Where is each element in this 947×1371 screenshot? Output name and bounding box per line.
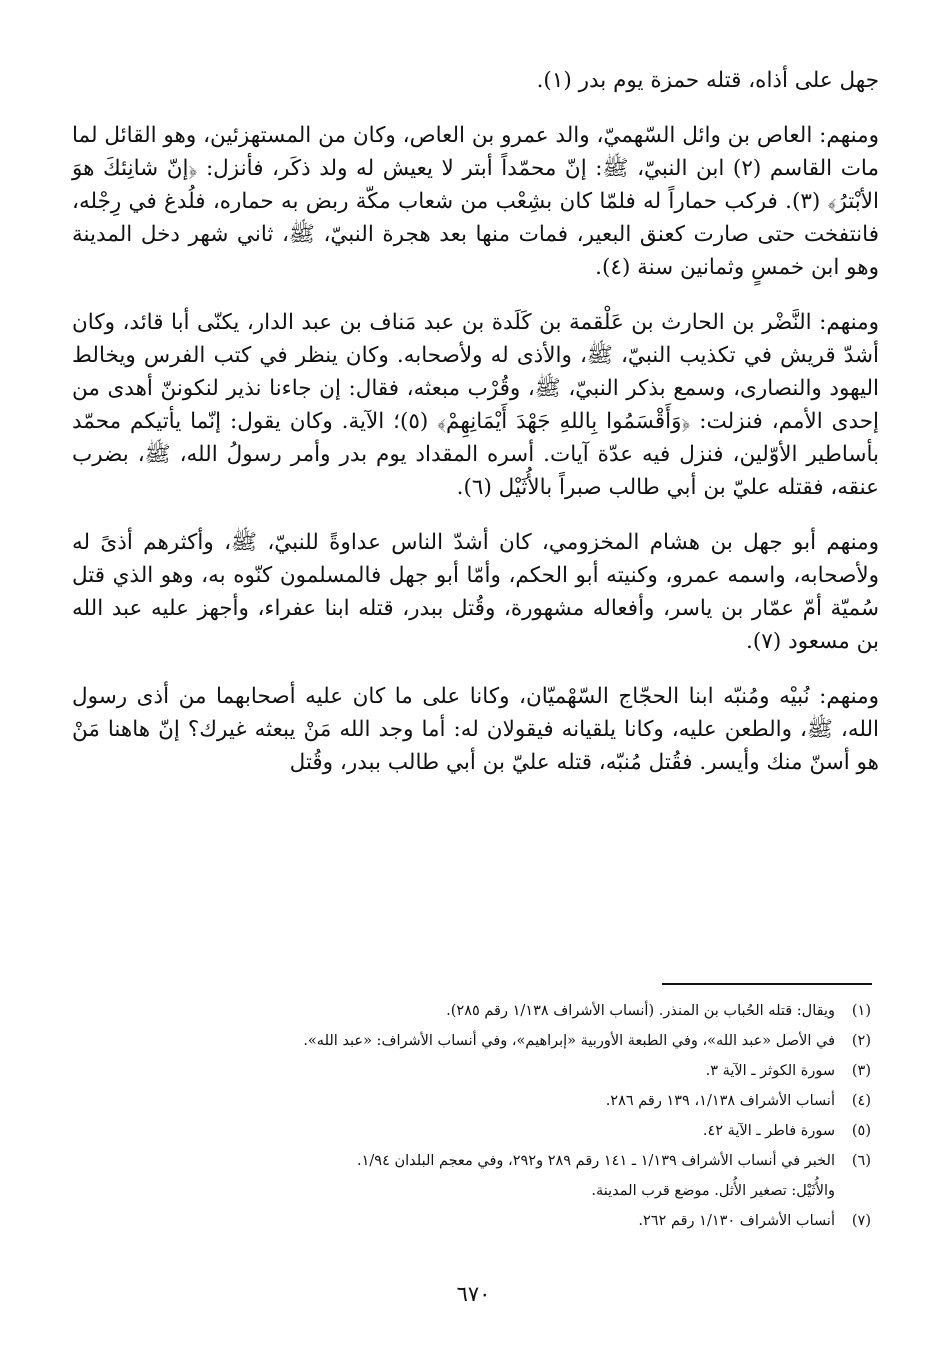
footnote-text: سورة فاطر ـ الآية ٤٢. [702, 1123, 835, 1139]
footnote-item [90, 1146, 871, 1176]
footnote-text: أنساب الأشراف ١/١٣٠ رقم ٢٦٢. [638, 1213, 835, 1229]
paragraph-abu-jahl: ومنهم أبو جهل بن هشام المخزومي، كان أشدّ الناس عداوةً للنبيّ، ﷺ، وأكثرهم أذىً له ولأصحابه، واسمه عمرو، وكنيته أبو الحكم، وأمّا أبو جهل فالمسلمون كنّوه به، وهو الذي قتل سُميّة أمّ عمّار بن ياسر، وأفعاله مشهورة، وقُتل ببدر، قتله ابنا عفراء، وأجهز عليه عبد الله بن مسعود (٧). [72, 530, 879, 654]
page-number: ٦٧٠ [456, 1282, 491, 1306]
footnote-item [90, 1056, 871, 1086]
footnote-number: (٧) [851, 1213, 871, 1229]
paragraph-al-nadr-ibn-al-harith: ومنهم: النَّضْر بن الحارث بن عَلْقمة بن كَلَدة بن عبد مَناف بن عبد الدار، يكنّى أبا قائد، وكان أشدّ قريش في تكذيب النبيّ، ﷺ، والأذى له ولأصحابه. وكان ينظر في كتب الفرس ويخالط اليهود والنصارى، وسمع بذكر النبيّ، ﷺ، وقُرْب مبعثه، فقال: إن جاءنا نذير لنكوننّ أهدى من إحدى الأمم، فنزلت: ﴿وَأَقْسَمُوا بِاللهِ جَهْدَ أَيْمَانِهِمْ﴾ (٥)؛ الآية. وكان يقول: إنّما يأتيكم محمّد بأساطير الأوّلين، فنزل فيه عدّة آيات. أسره المقداد يوم بدر وأمر رسولُ الله، ﷺ، بضرب عنقه، فقتله عليّ بن أبي طالب صبراً بالأُثَيْل (٦). [72, 310, 879, 500]
footnote-number: (٢) [851, 1033, 871, 1049]
footnote-text: أنساب الأشراف ١/١٣٨، ١٣٩ رقم ٢٨٦. [605, 1093, 835, 1109]
footnote-number: (٦) [851, 1153, 871, 1169]
footnote-number: (١) [851, 1003, 871, 1019]
footnote-continuation: والأُثَيْل: تصغير الأُثل. موضع قرب المدينة. [591, 1183, 835, 1199]
footnote-text: في الأصل «عبد الله»، وفي الطبعة الأوربية «إبراهيم»، وفي أنساب الأشراف: «عبد الله». [303, 1033, 835, 1049]
footnote-item [90, 1026, 871, 1056]
footnotes [90, 996, 871, 1236]
paragraph-continuation: جهل على أذاه، قتله حمزة يوم بدر (١). [536, 68, 879, 93]
footnote-item [90, 996, 871, 1026]
paragraph-nubayh-munabbih: ومنهم: نُبيْه ومُنبّه ابنا الحجّاج السّهْميّان، وكانا على ما كان عليه أصحابهما من أذى رسول الله، ﷺ، والطعن عليه، وكانا يلقيانه فيقولان له: أما وجد الله مَنْ يبعثه غيرك؟ إنّ هاهنا مَنْ هو أسنّ منك وأيسر. فقُتل مُنبّه، قتله عليّ بن أبي طالب ببدر، وقُتل [72, 684, 879, 775]
footnote-item [90, 1086, 871, 1116]
footnote-number: (٣) [851, 1063, 871, 1079]
main-text [72, 64, 879, 801]
footnote-number: (٤) [851, 1093, 871, 1109]
paragraph-al-as-ibn-wail: ومنهم: العاص بن وائل السّهميّ، والد عمرو بن العاص، وكان من المستهزئين، وهو القائل لما مات القاسم (٢) ابن النبيّ، ﷺ: إنّ محمّداً أبتر لا يعيش له ولد ذكَر، فأنزل: ﴿إنّ شانِئكَ هوَ الأبْترُ﴾ (٣). فركب حماراً له فلمّا كان بشِعْب من شعاب مكّة ربض به حماره، فلُدغ في رِجْله، فانتفخت حتى صارت كعنق البعير، فمات منها بعد هجرة النبيّ، ﷺ، ثاني شهر دخل المدينة وهو ابن خمسٍ وثمانين سنة (٤). [72, 123, 880, 280]
footnote-item [90, 1116, 871, 1146]
footnote-text: سورة الكوثر ـ الآية ٣. [705, 1063, 835, 1079]
footnote-item [90, 1206, 871, 1236]
footnote-divider [662, 983, 872, 985]
footnote-text: ويقال: قتله الحُباب بن المنذر. (أنساب الأشراف ١/١٣٨ رقم ٢٨٥). [446, 1003, 835, 1019]
footnote-text: الخبر في أنساب الأشراف ١/١٣٩ ـ ١٤١ رقم ٢٨٩ و٢٩٢، وفي معجم البلدان ١/٩٤. [357, 1153, 835, 1169]
footnote-number: (٥) [851, 1123, 871, 1139]
